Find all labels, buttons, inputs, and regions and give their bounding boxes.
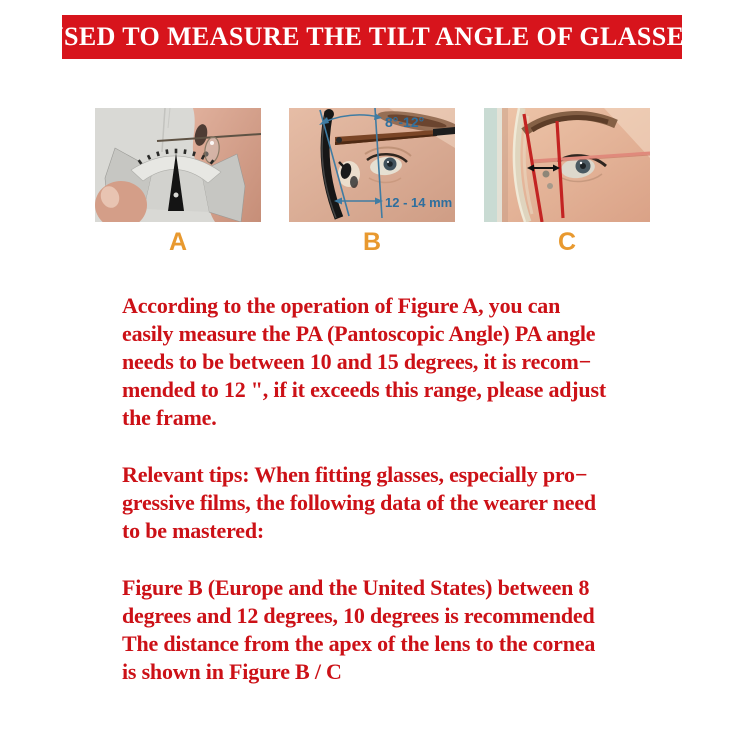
text-line: easily measure the PA (Pantoscopic Angle) PA angle bbox=[122, 321, 596, 346]
gauge-photo-illustration bbox=[95, 108, 261, 222]
text-line: the frame. bbox=[122, 405, 217, 430]
figure-c-label: C bbox=[557, 228, 577, 256]
text-line: The distance from the apex of the lens to the cornea bbox=[122, 631, 596, 656]
text-line: mended to 12 ", if it exceeds this range, please adjust bbox=[122, 377, 606, 402]
angle-annotation-illustration bbox=[289, 108, 455, 222]
figure-b-label: B bbox=[362, 228, 382, 256]
text-line: needs to be between 10 and 15 degrees, it is recom− bbox=[122, 349, 591, 374]
description-text bbox=[122, 292, 702, 715]
figure-c-photo bbox=[484, 108, 650, 222]
figure-b-photo bbox=[289, 108, 455, 222]
text-line: gressive films, the following data of the wearer need bbox=[122, 490, 596, 515]
text-line: Relevant tips: When fitting glasses, especially pro− bbox=[122, 462, 588, 487]
figure-a-photo bbox=[95, 108, 261, 222]
paragraph-figure-b bbox=[122, 574, 702, 686]
text-line: Figure B (Europe and the United States) between 8 bbox=[122, 575, 590, 600]
vertex-distance-illustration bbox=[484, 108, 650, 222]
paragraph-tips bbox=[122, 461, 702, 545]
angle-annotation-text: 8°-12° bbox=[385, 114, 425, 130]
figure-a-label: A bbox=[168, 228, 188, 256]
text-line: to be mastered: bbox=[122, 518, 264, 543]
text-line: According to the operation of Figure A, you can bbox=[122, 293, 561, 318]
banner bbox=[44, 15, 700, 59]
distance-annotation-text: 12 - 14 mm bbox=[385, 195, 453, 210]
banner-title: USED TO MEASURE THE TILT ANGLE OF GLASSES bbox=[44, 22, 700, 51]
background-strip bbox=[484, 108, 497, 222]
text-line: is shown in Figure B / C bbox=[122, 659, 342, 684]
text-line: degrees and 12 degrees, 10 degrees is recommended bbox=[122, 603, 595, 628]
paragraph-operation bbox=[122, 292, 702, 432]
